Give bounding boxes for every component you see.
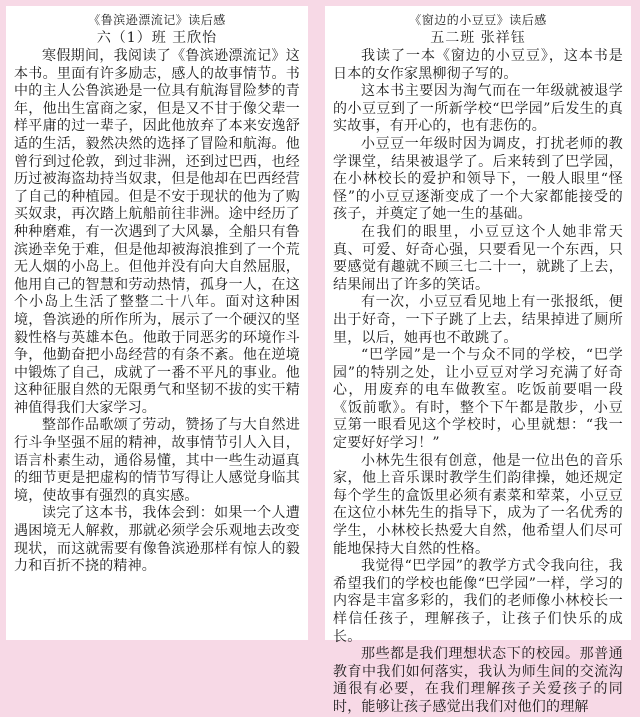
essay-left-body	[14, 48, 300, 576]
paragraph: 读完了这本书，我体会到：如果一个人遭遇困境无人解救，那就必须学会乐观地去改变现状，而这就需要有像鲁滨逊那样有惊人的毅力和百折不挠的精神。	[14, 505, 300, 575]
paragraph: 我读了一本《窗边的小豆豆》，这本书是日本的女作家黑柳彻子写的。	[333, 48, 623, 82]
essay-left-title: 《鲁滨逊漂流记》读后感	[88, 13, 226, 27]
essay-left-author: 六（1）班 王欣怡	[96, 30, 218, 46]
paragraph: 这本书主要因为淘气而在一年级就被退学的小豆豆到了一所新学校“巴学园”后发生的真实故事，有开心的，也有悲伤的。	[333, 83, 623, 135]
essay-right-author: 五二班 张祥钰	[430, 30, 526, 46]
paragraph: 寒假期间，我阅读了《鲁滨逊漂流记》这本书。里面有许多励志，感人的故事情节。书中的主人公鲁滨逊是一位具有航海冒险梦的青年，他出生富商之家，但是又不甘于像父辈一样平庸的过一辈子，因此他放弃了本来安逸舒适的生活，毅然决然的选择了冒险和航海。他曾行到过伦敦，到过非洲，还到过巴西，也经历过被海盗劫持当奴隶，但是他却在巴西经营了自己的种植园。但是不安于现状的他为了购买奴隶，再次踏上航船前往非洲。途中经历了种种磨难，有一次遇到了大风暴，全船只有鲁滨逊幸免于难，但是他却被海浪推到了一个荒无人烟的小岛上。但他并没有向大自然屈服，他用自己的智慧和劳动热情，孤身一人，在这个小岛上生活了整整二十八年。面对这种困境，鲁滨逊的所作所为，展示了一个硬汉的坚毅性格与英雄本色。他敢于同恶劣的环境作斗争，他勤奋把小岛经营的有条不紊。他在逆境中锻炼了自己，成就了一番不平凡的事业。他这种征服自然的无限勇气和坚韧不拔的实干精神值得我们大家学习。	[14, 48, 300, 416]
paragraph: 小豆豆一年级时因为调皮，打扰老师的教学课堂，结果被退学了。后来转到了巴学园，在小林校长的爱护和领导下，一般人眼里“怪怪”的小豆豆逐渐变成了一个大家都能接受的孩子，并奠定了她一生的基础。	[333, 135, 623, 223]
paragraph: 小林先生很有创意，他是一位出色的音乐家，他上音乐课时教学生们韵律操，她还规定每个学生的盒饭里必须有素菜和荤菜，小豆豆在这位小林先生的指导下，成为了一名优秀的学生，小林校长热爱大自然，他希望人们尽可能地保持大自然的性格。	[333, 452, 623, 557]
essay-right-title: 《窗边的小豆豆》读后感	[409, 13, 547, 27]
paragraph: “巴学园”是一个与众不同的学校，“巴学园”的特别之处，让小豆豆对学习充满了好奇心，用废弃的电车做教室。吃饭前要唱一段《饭前歌》。有时，整个下午都是散步，小豆豆第一眼看见这个学校时，心里就想：“我一定要好好学习！”	[333, 347, 623, 452]
paragraph: 有一次，小豆豆看见地上有一张报纸，便出于好奇，一下子跳了上去，结果掉进了厕所里，以后，她再也不敢跳了。	[333, 294, 623, 346]
paragraph: 那些都是我们理想状态下的校园。那普通教育中我们如何落实，我认为师生间的交流沟通很有必要，在我们理解孩子关爱孩子的同时，能够让孩子感觉出我们对他们的理解	[333, 646, 623, 715]
paragraph: 我觉得“巴学园”的教学方式令我向往，我希望我们的学校也能像“巴学园”一样，学习的内容是丰富多彩的，我们的老师像小林校长一样信任孩子，理解孩子，让孩子们快乐的成长。	[333, 558, 623, 645]
paragraph: 整部作品歌颂了劳动，赞扬了与大自然进行斗争坚强不屈的精神，故事情节引人入目，语言朴素生动，通俗易懂，其中一些生动逼真的细节更是把虚构的情节写得让人感觉身临其境，使故事有强烈的真实感。	[14, 417, 300, 504]
paragraph: 在我们的眼里，小豆豆这个人她非常天真、可爱、好奇心强，只要看见一个东西，只要感觉有趣就不顾三七二十一，就跳了上去，结果闹出了许多的笑话。	[333, 223, 623, 293]
essay-right	[325, 6, 631, 715]
essay-left	[6, 6, 308, 640]
essay-right-body	[333, 48, 623, 717]
